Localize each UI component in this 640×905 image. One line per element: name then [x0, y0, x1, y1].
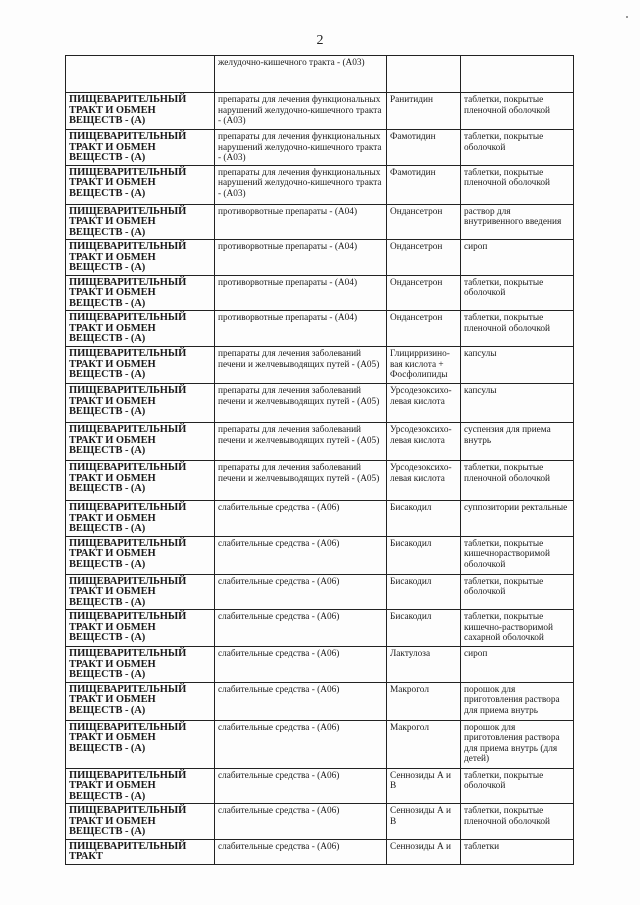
drug-name-cell: Бисакодил: [387, 574, 461, 610]
pharm-group-cell: слабительные средства - (A06): [215, 720, 387, 768]
dosage-form-cell: таблетки, покрытые оболочкой: [461, 275, 574, 311]
drug-name-cell: Ондансетрон: [387, 204, 461, 240]
table-row: [66, 311, 574, 347]
drug-name-cell: Сеннозиды А и: [387, 839, 461, 864]
drug-name-cell: Бисакодил: [387, 501, 461, 537]
category-cell: ПИЩЕВАРИТЕЛЬНЫЙ ТРАКТ И ОБМЕН ВЕЩЕСТВ - (А): [66, 501, 215, 537]
drug-name-cell: Урсодезоксихо-левая кислота: [387, 461, 461, 501]
category-cell: ПИЩЕВАРИТЕЛЬНЫЙ ТРАКТ И ОБМЕН ВЕЩЕСТВ - (А): [66, 423, 215, 461]
table-row: [66, 384, 574, 423]
drug-table-body: [66, 56, 574, 865]
drug-name-cell: Ранитидин: [387, 93, 461, 130]
table-row: [66, 275, 574, 311]
drug-name-cell: Сеннозиды А и В: [387, 804, 461, 840]
pharm-group-cell: противорвотные препараты - (A04): [215, 311, 387, 347]
drug-name-cell: Сеннозиды А и В: [387, 768, 461, 804]
table-row: [66, 720, 574, 768]
dosage-form-cell: суспензия для приема внутрь: [461, 423, 574, 461]
table-row: [66, 536, 574, 574]
dosage-form-cell: капсулы: [461, 347, 574, 384]
dosage-form-cell: таблетки, покрытые оболочкой: [461, 574, 574, 610]
category-cell: ПИЩЕВАРИТЕЛЬНЫЙ ТРАКТ И ОБМЕН ВЕЩЕСТВ - (А): [66, 347, 215, 384]
category-cell: ПИЩЕВАРИТЕЛЬНЫЙ ТРАКТ И ОБМЕН ВЕЩЕСТВ - (А): [66, 768, 215, 804]
dosage-form-cell: таблетки, покрытые пленочной оболочкой: [461, 165, 574, 204]
drug-name-cell: Макрогол: [387, 720, 461, 768]
category-cell: ПИЩЕВАРИТЕЛЬНЫЙ ТРАКТ И ОБМЕН ВЕЩЕСТВ - (А): [66, 682, 215, 720]
table-row: [66, 130, 574, 166]
pharm-group-cell: препараты для лечения заболеваний печени и желчевыводящих путей - (A05): [215, 423, 387, 461]
drug-name-cell: Макрогол: [387, 682, 461, 720]
pharm-group-cell: препараты для лечения функциональных нарушений желудочно-кишечного тракта - (A03): [215, 165, 387, 204]
pharm-group-cell: желудочно-кишечного тракта - (A03): [215, 56, 387, 93]
pharm-group-cell: препараты для лечения функциональных нарушений желудочно-кишечного тракта - (A03): [215, 93, 387, 130]
drug-name-cell: Ондансетрон: [387, 240, 461, 276]
category-cell: ПИЩЕВАРИТЕЛЬНЫЙ ТРАКТ И ОБМЕН ВЕЩЕСТВ - (А): [66, 720, 215, 768]
pharm-group-cell: противорвотные препараты - (A04): [215, 240, 387, 276]
pharm-group-cell: слабительные средства - (A06): [215, 839, 387, 864]
table-row: [66, 423, 574, 461]
pharm-group-cell: слабительные средства - (A06): [215, 804, 387, 840]
table-row: [66, 240, 574, 276]
drug-name-cell: Ондансетрон: [387, 275, 461, 311]
drug-name-cell: [387, 56, 461, 93]
category-cell: ПИЩЕВАРИТЕЛЬНЫЙ ТРАКТ И ОБМЕН ВЕЩЕСТВ - (А): [66, 536, 215, 574]
category-cell: ПИЩЕВАРИТЕЛЬНЫЙ ТРАКТ И ОБМЕН ВЕЩЕСТВ - (А): [66, 130, 215, 166]
dosage-form-cell: таблетки: [461, 839, 574, 864]
page-number: 2: [316, 33, 324, 48]
drug-name-cell: Ондансетрон: [387, 311, 461, 347]
table-row: [66, 501, 574, 537]
dosage-form-cell: суппозитории ректальные: [461, 501, 574, 537]
category-cell: ПИЩЕВАРИТЕЛЬНЫЙ ТРАКТ И ОБМЕН ВЕЩЕСТВ - (А): [66, 610, 215, 647]
pharm-group-cell: препараты для лечения заболеваний печени и желчевыводящих путей - (A05): [215, 347, 387, 384]
dosage-form-cell: порошок для приготовления раствора для приема внутрь: [461, 682, 574, 720]
dosage-form-cell: [461, 56, 574, 93]
table-row: [66, 682, 574, 720]
drug-table: [65, 55, 574, 865]
pharm-group-cell: препараты для лечения функциональных нарушений желудочно-кишечного тракта - (A03): [215, 130, 387, 166]
pharm-group-cell: слабительные средства - (A06): [215, 768, 387, 804]
dosage-form-cell: таблетки, покрытые пленочной оболочкой: [461, 804, 574, 840]
pharm-group-cell: препараты для лечения заболеваний печени и желчевыводящих путей - (A05): [215, 461, 387, 501]
category-cell: ПИЩЕВАРИТЕЛЬНЫЙ ТРАКТ И ОБМЕН ВЕЩЕСТВ - (А): [66, 647, 215, 683]
drug-name-cell: Урсодезоксихо-левая кислота: [387, 384, 461, 423]
category-cell: ПИЩЕВАРИТЕЛЬНЫЙ ТРАКТ И ОБМЕН ВЕЩЕСТВ - (А): [66, 461, 215, 501]
table-row: [66, 610, 574, 647]
pharm-group-cell: слабительные средства - (A06): [215, 536, 387, 574]
table-row: [66, 204, 574, 240]
category-cell: ПИЩЕВАРИТЕЛЬНЫЙ ТРАКТ И ОБМЕН ВЕЩЕСТВ - (А): [66, 311, 215, 347]
dosage-form-cell: сироп: [461, 647, 574, 683]
pharm-group-cell: слабительные средства - (A06): [215, 501, 387, 537]
category-cell: ПИЩЕВАРИТЕЛЬНЫЙ ТРАКТ И ОБМЕН ВЕЩЕСТВ - (А): [66, 204, 215, 240]
category-cell: ПИЩЕВАРИТЕЛЬНЫЙ ТРАКТ: [66, 839, 215, 864]
table-row: [66, 347, 574, 384]
category-cell: ПИЩЕВАРИТЕЛЬНЫЙ ТРАКТ И ОБМЕН ВЕЩЕСТВ - (А): [66, 574, 215, 610]
pharm-group-cell: препараты для лечения заболеваний печени и желчевыводящих путей - (A05): [215, 384, 387, 423]
category-cell: ПИЩЕВАРИТЕЛЬНЫЙ ТРАКТ И ОБМЕН ВЕЩЕСТВ - (А): [66, 384, 215, 423]
drug-name-cell: Бисакодил: [387, 610, 461, 647]
table-row: [66, 804, 574, 840]
table-row: [66, 165, 574, 204]
category-cell: ПИЩЕВАРИТЕЛЬНЫЙ ТРАКТ И ОБМЕН ВЕЩЕСТВ - (А): [66, 275, 215, 311]
dosage-form-cell: порошок для приготовления раствора для приема внутрь (для детей): [461, 720, 574, 768]
scan-speck: [626, 16, 628, 18]
category-cell: ПИЩЕВАРИТЕЛЬНЫЙ ТРАКТ И ОБМЕН ВЕЩЕСТВ - (А): [66, 93, 215, 130]
dosage-form-cell: таблетки, покрытые пленочной оболочкой: [461, 311, 574, 347]
pharm-group-cell: слабительные средства - (A06): [215, 610, 387, 647]
dosage-form-cell: таблетки, покрытые пленочной оболочкой: [461, 461, 574, 501]
dosage-form-cell: таблетки, покрытые кишечнорастворимой оболочкой: [461, 536, 574, 574]
pharm-group-cell: противорвотные препараты - (A04): [215, 275, 387, 311]
drug-name-cell: Фамотидин: [387, 130, 461, 166]
pharm-group-cell: слабительные средства - (A06): [215, 647, 387, 683]
drug-name-cell: Бисакодил: [387, 536, 461, 574]
category-cell: ПИЩЕВАРИТЕЛЬНЫЙ ТРАКТ И ОБМЕН ВЕЩЕСТВ - (А): [66, 240, 215, 276]
category-cell: ПИЩЕВАРИТЕЛЬНЫЙ ТРАКТ И ОБМЕН ВЕЩЕСТВ - (А): [66, 165, 215, 204]
table-row: [66, 574, 574, 610]
pharm-group-cell: слабительные средства - (A06): [215, 574, 387, 610]
table-row: [66, 461, 574, 501]
drug-name-cell: Урсодезоксихо-левая кислота: [387, 423, 461, 461]
table-row: [66, 768, 574, 804]
table-row: [66, 56, 574, 93]
category-cell: [66, 56, 215, 93]
dosage-form-cell: капсулы: [461, 384, 574, 423]
dosage-form-cell: таблетки, покрытые оболочкой: [461, 130, 574, 166]
dosage-form-cell: сироп: [461, 240, 574, 276]
table-row: [66, 93, 574, 130]
dosage-form-cell: таблетки, покрытые оболочкой: [461, 768, 574, 804]
drug-name-cell: Лактулоза: [387, 647, 461, 683]
table-row: [66, 839, 574, 864]
dosage-form-cell: таблетки, покрытые пленочной оболочкой: [461, 93, 574, 130]
dosage-form-cell: таблетки, покрытые кишечно-растворимой сахарной оболочкой: [461, 610, 574, 647]
dosage-form-cell: раствор для внутривенного введения: [461, 204, 574, 240]
table-row: [66, 647, 574, 683]
pharm-group-cell: слабительные средства - (A06): [215, 682, 387, 720]
pharm-group-cell: противорвотные препараты - (A04): [215, 204, 387, 240]
drug-name-cell: Фамотидин: [387, 165, 461, 204]
drug-name-cell: Глицирризино-вая кислота + Фосфолипиды: [387, 347, 461, 384]
category-cell: ПИЩЕВАРИТЕЛЬНЫЙ ТРАКТ И ОБМЕН ВЕЩЕСТВ - (А): [66, 804, 215, 840]
